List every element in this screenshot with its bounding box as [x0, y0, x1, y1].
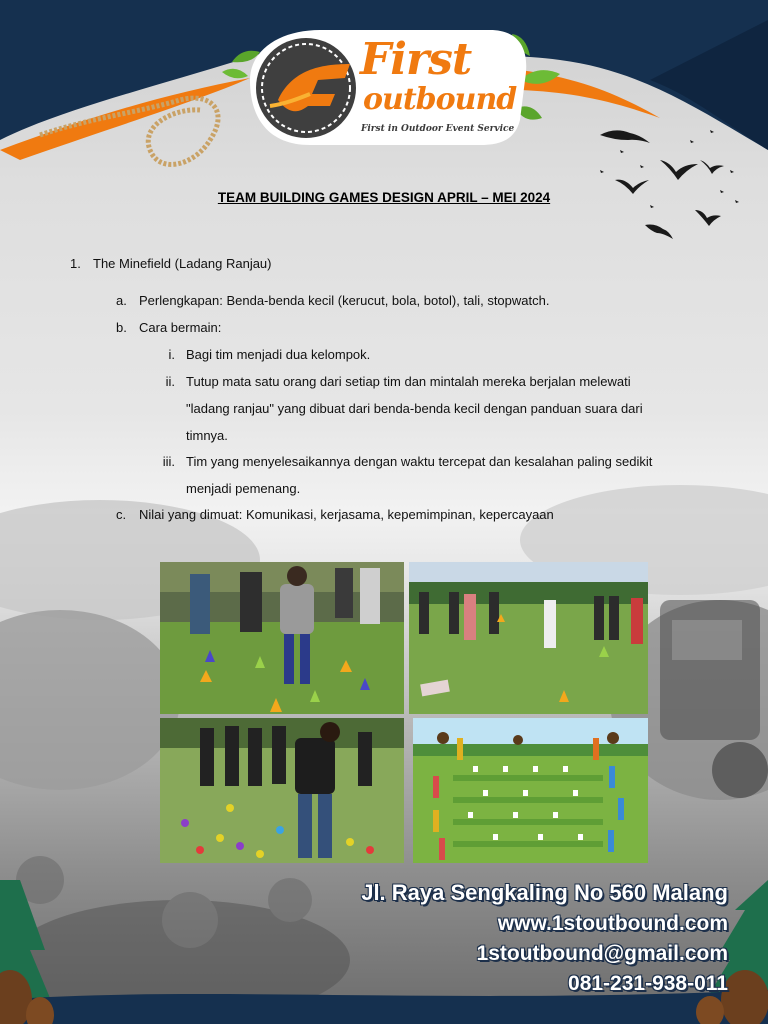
birds-icon: [600, 130, 739, 239]
photo-blindfold-player: [160, 562, 404, 714]
brand-name-line1: First: [360, 34, 472, 85]
values-text: Nilai yang dimuat: Komunikasi, kerjasama, kepemimpinan, kepercayaan: [139, 507, 554, 522]
how-to-play-label: Cara bermain:: [139, 320, 222, 335]
address-text: Jl. Raya Sengkaling No 560 Malang: [361, 880, 728, 905]
step-marker: iii.: [162, 454, 175, 469]
illustration-minefield: [413, 718, 648, 863]
sub-marker-a: a.: [116, 293, 127, 308]
step-marker: ii.: [165, 374, 175, 389]
step-text: Tim yang menyelesaikannya dengan waktu tercepat dan kesalahan paling sedikit: [186, 454, 653, 469]
item-heading: The Minefield (Ladang Ranjau): [93, 256, 272, 271]
step-text: Tutup mata satu orang dari setiap tim dan mintalah mereka berjalan melewati: [186, 374, 631, 389]
photo-balls-field: [160, 718, 404, 863]
brand-name-line2: outbound: [363, 82, 517, 117]
step-text: Bagi tim menjadi dua kelompok.: [186, 347, 371, 362]
step-text: menjadi pemenang.: [186, 481, 301, 496]
document-title: TEAM BUILDING GAMES DESIGN APRIL – MEI 2024: [217, 190, 551, 205]
sub-marker-b: b.: [116, 320, 127, 335]
step-text: "ladang ranjau" yang dibuat dari benda-benda kecil dengan panduan suara dari: [186, 401, 643, 416]
equipment-text: Perlengkapan: Benda-benda kecil (kerucut, bola, botol), tali, stopwatch.: [139, 293, 550, 308]
item-number: 1.: [70, 256, 81, 271]
email-link[interactable]: 1stoutbound@gmail.com: [476, 942, 728, 965]
website-link[interactable]: www.1stoutbound.com: [497, 912, 728, 935]
step-marker: i.: [168, 347, 175, 362]
sub-marker-c: c.: [116, 507, 127, 522]
photo-field-group: [409, 562, 648, 714]
phone-text: 081-231-938-011: [568, 972, 728, 995]
step-text: timnya.: [186, 428, 228, 443]
brand-tagline: First in Outdoor Event Service: [361, 124, 515, 134]
